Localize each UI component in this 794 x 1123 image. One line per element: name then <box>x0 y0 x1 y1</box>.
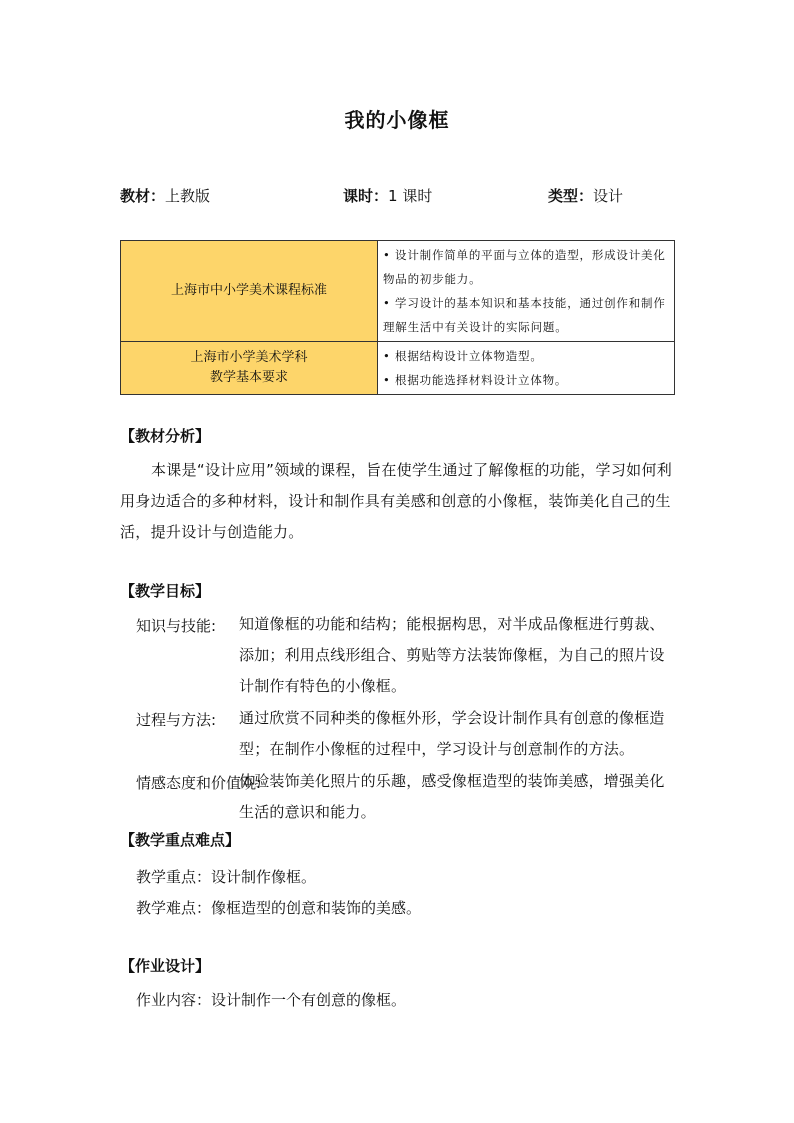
goal-key-knowledge: 知识与技能: <box>136 617 217 635</box>
standards-label-cell <box>121 241 378 342</box>
analysis-text: 本课是“设计应用”领域的课程，旨在使学生通过了解像框的功能，学习如何利用身边适合的多种材料，设计和制作具有美感和创意的小像框，装饰美化自己的生活，提升设计与创造能力。 <box>120 461 673 541</box>
material-label: 教材： <box>120 187 166 205</box>
standards-content-cell <box>378 241 675 342</box>
goal-key-process: 过程与方法: <box>136 711 217 729</box>
standards-label-line: 教学基本要求 <box>209 370 288 385</box>
goal-text-process: 通过欣赏不同种类的像框外形，学会设计制作具有创意的像框造型；在制作小像框的过程中，学习设计与创意制作的方法。 <box>239 709 665 758</box>
hours-value: 1 课时 <box>388 187 433 205</box>
type-label: 类型： <box>548 187 594 205</box>
goal-key-attitude: 情感态度和价值观: <box>136 774 262 792</box>
hours-info <box>343 185 432 206</box>
standards-label-line: 上海市小学美术学科 <box>190 350 308 365</box>
standards-item: • 根据结构设计立体物造型。 <box>383 349 543 363</box>
standards-item: • 学习设计的基本知识和基本技能，通过创作和制作理解生活中有关设计的实际问题。 <box>383 296 666 334</box>
keypoints-heading: 【教学重点难点】 <box>120 831 241 849</box>
document-title: 我的小像框 <box>344 108 450 132</box>
standards-row <box>121 342 675 395</box>
teaching-focus: 教学重点：设计制作像框。 <box>136 868 317 886</box>
standards-label-cell <box>121 342 378 395</box>
standards-content-cell <box>378 342 675 395</box>
standards-label: 上海市中小学美术课程标准 <box>170 283 327 298</box>
goal-text-knowledge: 知道像框的功能和结构；能根据构思，对半成品像框进行剪裁、添加；利用点线形组合、剪贴等方法装饰像框，为自己的照片设计制作有特色的小像框。 <box>239 615 665 695</box>
teaching-difficulty: 教学难点：像框造型的创意和装饰的美感。 <box>136 899 422 917</box>
homework-content: 作业内容：设计制作一个有创意的像框。 <box>136 991 407 1009</box>
goals-heading: 【教学目标】 <box>120 582 211 600</box>
hours-label: 课时： <box>343 187 389 205</box>
analysis-heading: 【教材分析】 <box>120 427 211 445</box>
type-value: 设计 <box>593 187 624 205</box>
material-value: 上教版 <box>165 187 211 205</box>
goal-text-attitude: 体验装饰美化照片的乐趣，感受像框造型的装饰美感，增强美化生活的意识和能力。 <box>239 772 665 821</box>
homework-heading: 【作业设计】 <box>120 957 211 975</box>
standards-item: • 根据功能选择材料设计立体物。 <box>383 373 568 387</box>
standards-table <box>120 240 675 395</box>
standards-item: • 设计制作简单的平面与立体的造型，形成设计美化物品的初步能力。 <box>383 248 666 286</box>
standards-row <box>121 241 675 342</box>
type-info <box>548 185 623 206</box>
material-info <box>120 185 210 206</box>
